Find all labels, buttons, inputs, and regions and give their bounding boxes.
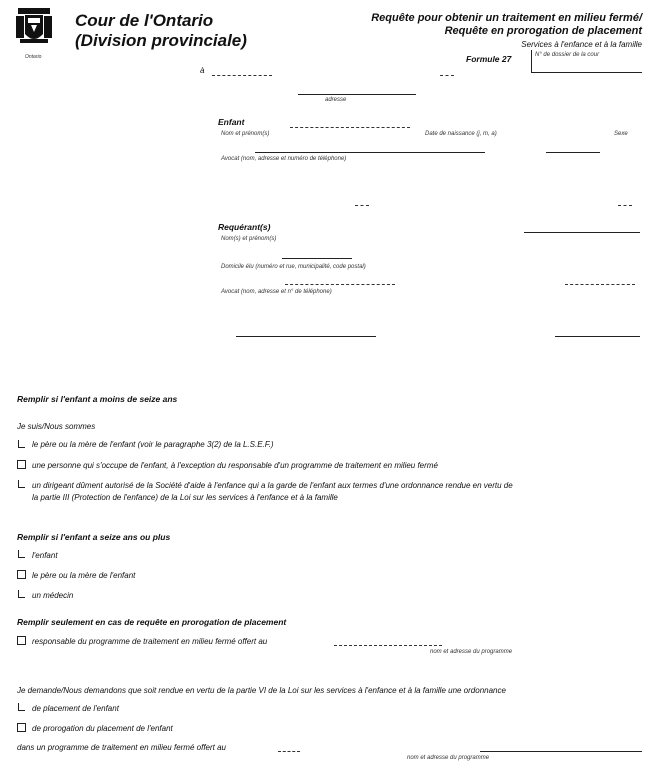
child-lawyer-phone-field <box>355 205 369 206</box>
form-number: Formule 27 <box>466 54 512 64</box>
under16-heading: Remplir si l'enfant a moins de seize ans <box>17 394 178 404</box>
applicants-lawyer-field[interactable] <box>236 336 376 337</box>
request-program-line: dans un programme de traitement en milieu fermé offert au <box>17 743 226 752</box>
child-lawyer-phone-field-2 <box>618 205 632 206</box>
child-lawyer-field-2 <box>546 152 600 153</box>
over16-doctor-label: un médecin <box>32 591 74 600</box>
applicants-address-field-2 <box>285 284 395 285</box>
applicants-lawyer-phone-field <box>555 336 640 337</box>
under16-parent-checkbox[interactable] <box>18 440 25 448</box>
applicants-heading: Requérant(s) <box>218 222 271 232</box>
under16-caregiver-label: une personne qui s'occupe de l'enfant, à l'exception du responsable d'un programme de traitement en milieu fermé <box>32 461 438 470</box>
over16-doctor-checkbox[interactable] <box>18 590 25 598</box>
to-label: à <box>200 66 205 75</box>
under16-society-label-1: un dirigeant dûment autorisé de la Société d'aide à l'enfance qui a la garde de l'enfant aux termes d'une ordonnance rendue en vertu de <box>32 481 513 490</box>
court-name-line1: Cour de l'Ontario <box>75 11 214 30</box>
child-name-field[interactable] <box>290 127 410 128</box>
under16-society-label-2: la partie III (Protection de l'enfance) de la Loi sur les services à l'enfance et à la famille <box>32 493 338 502</box>
ontario-crest-logo <box>14 8 54 52</box>
court-file-number-box[interactable] <box>531 50 642 73</box>
over16-parent-label: le père ou la mère de l'enfant <box>32 571 136 580</box>
address-field[interactable] <box>298 94 416 95</box>
under16-intro: Je suis/Nous sommes <box>17 422 96 431</box>
file-number-label: N° de dossier de la cour <box>535 52 600 58</box>
recipient-field[interactable] <box>212 75 272 76</box>
form-title-line2: Requête en prorogation de placement <box>444 25 642 37</box>
child-dob-label: Date de naissance (j, m, a) <box>425 131 497 137</box>
request-extension-checkbox[interactable] <box>17 723 26 732</box>
extension-heading: Remplir seulement en cas de requête en prorogation de placement <box>17 617 287 627</box>
extension-administrator-checkbox[interactable] <box>17 636 26 645</box>
extension-administrator-label: responsable du programme de traitement en milieu fermé offert au <box>32 637 268 646</box>
under16-caregiver-checkbox[interactable] <box>17 460 26 469</box>
form-subtitle: Services à l'enfance et à la famille <box>521 40 642 49</box>
form-title-line1: Requête pour obtenir un traitement en milieu fermé/ <box>371 12 642 24</box>
request-program-field[interactable] <box>278 751 300 752</box>
request-extension-label: de prorogation du placement de l'enfant <box>32 724 173 733</box>
applicants-address-field[interactable] <box>282 258 352 259</box>
request-placement-label: de placement de l'enfant <box>32 704 119 713</box>
request-statement: Je demande/Nous demandons que soit rendue en vertu de la partie VI de la Loi sur les services à l'enfance et à la famille une ordonnance <box>17 686 506 695</box>
child-lawyer-field[interactable] <box>255 152 485 153</box>
address-label: adresse <box>325 97 347 103</box>
applicants-name-label: Nom(s) et prénom(s) <box>221 236 277 242</box>
applicants-address-label: Domicile élu (numéro et rue, municipalité, code postal) <box>221 264 366 270</box>
applicants-address-field-3 <box>565 284 635 285</box>
extension-program-label: nom et adresse du programme <box>430 649 513 655</box>
request-program-label: nom et adresse du programme <box>407 755 490 761</box>
child-heading: Enfant <box>218 117 245 127</box>
crest-caption: Ontario <box>25 54 42 60</box>
request-program-field-2[interactable] <box>480 751 642 752</box>
applicants-name-field[interactable] <box>524 232 640 233</box>
child-lawyer-label: Avocat (nom, adresse et numéro de téléphone) <box>221 156 347 162</box>
over16-child-checkbox[interactable] <box>18 550 25 558</box>
over16-parent-checkbox[interactable] <box>17 570 26 579</box>
applicants-lawyer-label: Avocat (nom, adresse et n° de téléphone) <box>221 289 332 295</box>
under16-parent-label: le père ou la mère de l'enfant (voir le paragraphe 3(2) de la L.S.E.F.) <box>32 440 274 449</box>
extension-program-field[interactable] <box>334 645 442 646</box>
child-name-label: Nom et prénom(s) <box>221 131 270 137</box>
child-sex-label: Sexe <box>614 131 628 137</box>
over16-child-label: l'enfant <box>32 551 58 560</box>
request-placement-checkbox[interactable] <box>18 703 25 711</box>
court-name-line2: (Division provinciale) <box>75 31 247 50</box>
under16-society-checkbox[interactable] <box>18 480 25 488</box>
over16-heading: Remplir si l'enfant a seize ans ou plus <box>17 532 171 542</box>
recipient-field-tail <box>440 75 454 76</box>
